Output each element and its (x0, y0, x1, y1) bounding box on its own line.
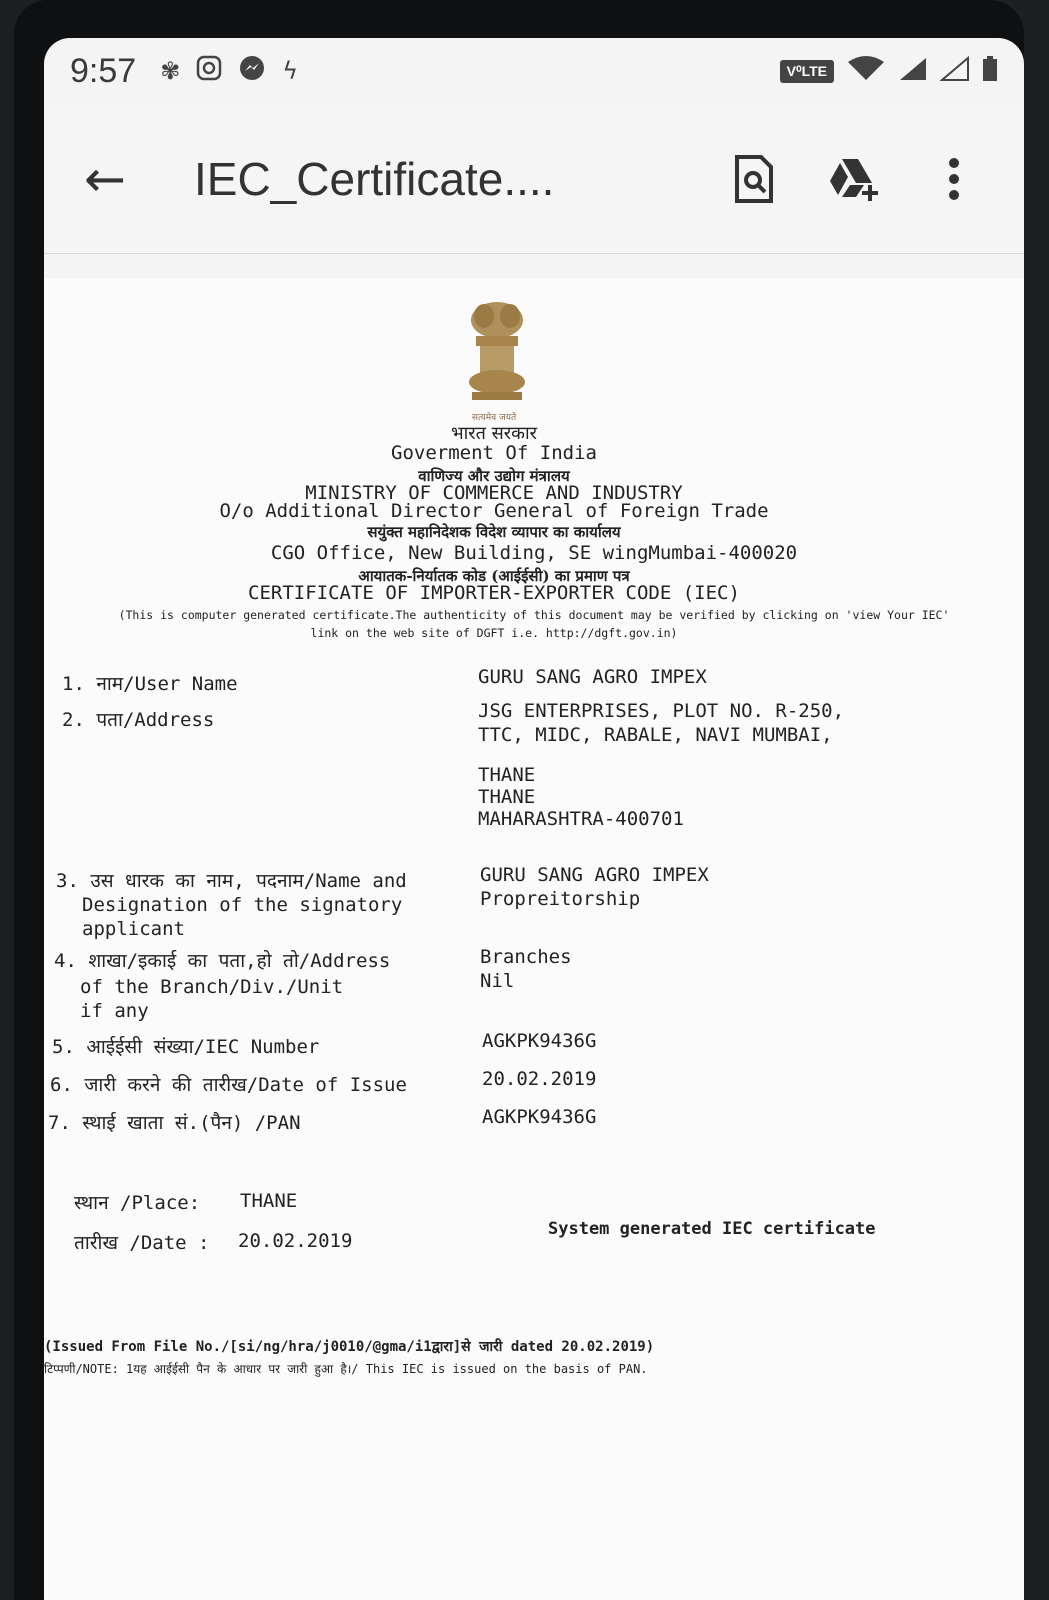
date-value: 20.02.2019 (238, 1230, 353, 1252)
wifi-icon (846, 56, 886, 86)
issued-from-text: (Issued From File No./[si/ng/hra/j0010/@gma/i1द्वारा]से जारी dated 20.02.2019) (44, 1339, 655, 1355)
messenger-icon (238, 54, 266, 88)
field-date-issue-value: 20.02.2019 (482, 1068, 597, 1090)
field-branch-label-2: of the Branch/Div./Unit (80, 976, 344, 998)
pinwheel-icon: ✾ (160, 57, 181, 85)
emblem-caption: सत्यमेव जयते (471, 413, 517, 423)
field-branch-value-1: Branches (480, 946, 572, 968)
field-address-line1: JSG ENTERPRISES, PLOT NO. R-250, (478, 700, 845, 722)
field-pan-label: 7. स्थाई खाता सं.(पैन) /PAN (48, 1112, 301, 1134)
field-address-line5: MAHARASHTRA-400701 (478, 808, 684, 830)
field-iec-number-value: AGKPK9436G (482, 1030, 597, 1052)
office-address: CGO Office, New Building, SE wingMumbai-400020 (270, 542, 798, 564)
gov-english: Goverment Of India (391, 442, 597, 464)
ministry-english: MINISTRY OF COMMERCE AND INDUSTRY (305, 482, 683, 504)
field-signatory-value-2: Propreitorship (480, 888, 641, 910)
signal-icon (898, 56, 928, 86)
field-address-line2: TTC, MIDC, RABALE, NAVI MUMBAI, (478, 724, 833, 746)
field-signatory-label-2: Designation of the signatory (82, 894, 403, 916)
screen (44, 38, 1024, 1600)
place-value: THANE (240, 1190, 298, 1212)
field-pan-value: AGKPK9436G (482, 1106, 597, 1128)
document-title: IEC_Certificate.... (194, 152, 555, 205)
verification-note-line1: (This is computer generated certificate.The authenticity of this document may be verified by clicking on 'view Your IEC' (118, 608, 950, 622)
status-bar (44, 38, 1024, 104)
office-english: O/o Additional Director General of Foreign Trade (219, 500, 769, 522)
battery-icon (982, 56, 998, 86)
cert-title-hindi: आयातक-निर्यातक कोड (आईईसी) का प्रमाण पत्र (358, 567, 630, 585)
field-date-issue-label: 6. जारी करने की तारीख/Date of Issue (50, 1074, 407, 1096)
app-toolbar (44, 104, 1024, 254)
ministry-hindi: वाणिज्य और उद्योग मंत्रालय (418, 467, 570, 485)
field-signatory-label-1: 3. उस धारक का नाम, पदनाम/Name and (56, 870, 407, 892)
bolt-icon: ϟ (282, 57, 299, 85)
footer-note: टिप्पणी/NOTE: 1यह आईईसी पैन के आधार पर जारी हुआ है।/ This IEC is issued on the basis of PAN. (44, 1362, 648, 1376)
find-in-page-icon[interactable] (724, 149, 784, 209)
phone-frame (14, 0, 1024, 1600)
field-address-line3: THANE (478, 764, 536, 786)
gov-hindi: भारत सरकार (450, 423, 538, 444)
back-arrow-icon[interactable]: ← (84, 149, 126, 208)
field-iec-number-label: 5. आईईसी संख्या/IEC Number (52, 1036, 320, 1058)
cert-title-english: CERTIFICATE OF IMPORTER-EXPORTER CODE (IEC) (248, 582, 740, 604)
field-address-line4: THANE (478, 786, 536, 808)
more-vert-icon[interactable] (924, 149, 984, 209)
volte-badge: V⁰LTE (780, 60, 834, 83)
instagram-icon (196, 55, 222, 87)
field-branch-label-1: 4. शाखा/इकाई का पता,हो तो/Address (54, 950, 391, 972)
office-hindi: सयुंक्त महानिदेशक विदेश व्यापार का कार्यालय (367, 523, 621, 541)
certificate-page[interactable] (44, 278, 1024, 1600)
national-emblem (454, 298, 540, 406)
place-label: स्थान /Place: (74, 1192, 201, 1214)
date-label: तारीख /Date : (74, 1232, 210, 1254)
field-user-name-label: 1. नाम/User Name (62, 673, 238, 695)
signal-empty-icon (940, 56, 970, 86)
field-signatory-label-3: applicant (82, 918, 185, 940)
verification-note-line2: link on the web site of DGFT i.e. http://dgft.gov.in) (310, 626, 678, 640)
field-branch-label-3: if any (80, 1000, 149, 1022)
field-signatory-value-1: GURU SANG AGRO IMPEX (480, 864, 709, 886)
system-generated-text: System generated IEC certificate (548, 1219, 876, 1239)
field-address-label: 2. पता/Address (62, 709, 215, 731)
field-user-name-value: GURU SANG AGRO IMPEX (478, 666, 707, 688)
add-to-drive-icon[interactable] (824, 149, 884, 209)
field-branch-value-2: Nil (480, 970, 515, 992)
status-time: 9:57 (70, 51, 137, 90)
